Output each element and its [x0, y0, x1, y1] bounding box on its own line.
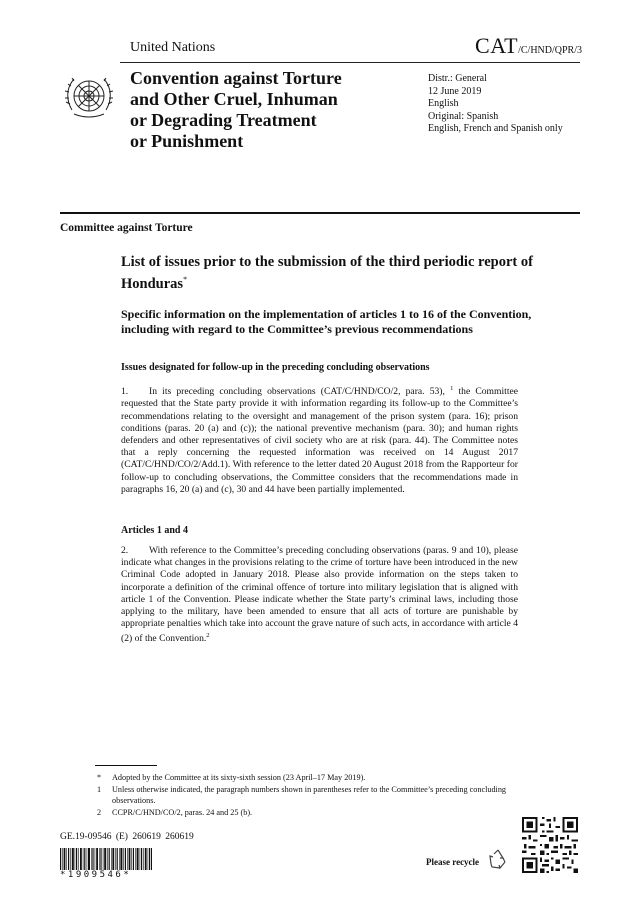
committee-name: Committee against Torture: [60, 222, 193, 234]
distr-date: 12 June 2019: [428, 85, 482, 97]
symbol-main: CAT: [475, 33, 519, 58]
distribution-info: [428, 73, 563, 136]
recycle-label: Please recycle: [426, 857, 480, 867]
footnote-mark: 2: [97, 808, 102, 817]
title-line: and Other Cruel, Inhuman: [130, 89, 338, 109]
footnote-item: [95, 784, 525, 806]
footnote-mark: *: [97, 773, 102, 782]
title-line: or Degrading Treatment: [130, 110, 317, 130]
un-emblem-icon: [62, 70, 116, 124]
paragraph-text: In its preceding concluding observations (CAT/C/HND/CO/2, para. 53),: [149, 386, 445, 398]
main-title-footnote-mark[interactable]: *: [183, 275, 188, 284]
footnote-mark: 1: [97, 785, 102, 794]
distr-line: Original: Spanish: [428, 110, 499, 122]
section-divider: [60, 212, 580, 214]
paragraph-number: 2.: [121, 545, 129, 556]
document-symbol: [430, 33, 582, 59]
footnote-text: Unless otherwise indicated, the paragraph numbers shown in parentheses refer to the Committee’s preceding concluding observations.: [112, 785, 507, 805]
title-line: Convention against Torture: [130, 68, 342, 88]
org-name: United Nations: [130, 40, 216, 55]
footnote-ref[interactable]: 2: [206, 632, 210, 640]
footnote-item: [95, 807, 525, 818]
document-number: GE.19-09546 (E) 260619 260619: [60, 832, 194, 842]
footnote-rule: [95, 765, 157, 766]
qr-code-icon: [522, 817, 578, 873]
distr-line: English, French and Spanish only: [428, 123, 563, 134]
footnote-text: Adopted by the Committee at its sixty-sixth session (23 April–17 May 2019).: [112, 773, 366, 782]
section-heading-articles: Articles 1 and 4: [121, 525, 188, 536]
paragraph-number: 1.: [121, 386, 129, 398]
barcode-number: *1909546*: [60, 870, 132, 880]
paragraph-2: [121, 545, 518, 646]
paragraph-text: the Committee requested that the State party provide it with information regarding its follow-up to the Committee’s recommendations relating to the oversight and management of the prison system (para. 16); prison conditions (paras. 20 (a) and (c)); the national preventive mechanism (para. 30); and human rights defenders and other representatives of civil society who are at risk (para. 44). The Committee notes that a reply concerning the requested information was received on 14 August 2017 (CAT/C/HND/CO/2/Add.1). With reference to the letter dated 20 August 2018 from the Rapporteur for follow-up to concluding observations, the Committee considers that the recommendations made in paragraphs 16, 20 (a) and (c), 30 and 44 have been partially implemented.: [121, 386, 518, 495]
recycle-icon: [487, 848, 509, 870]
section-heading-followup: Issues designated for follow-up in the preceding concluding observations: [121, 362, 430, 373]
footnotes: [95, 772, 525, 819]
barcode-icon: [60, 848, 152, 870]
footnote-text: CCPR/C/HND/CO/2, paras. 24 and 25 (b).: [112, 808, 253, 817]
subtitle: Specific information on the implementation of articles 1 to 16 of the Convention, including with regard to the Committee’s previous recommendations: [121, 307, 532, 336]
footnote-ref[interactable]: 1: [450, 385, 454, 392]
distr-line: Distr.: General: [428, 73, 487, 84]
main-title: [121, 254, 541, 293]
footnote-item: [95, 772, 525, 783]
convention-title: [130, 68, 390, 152]
header-rule: [120, 62, 580, 63]
distr-line: English: [428, 98, 459, 109]
symbol-sub: /C/HND/QPR/3: [518, 45, 582, 56]
title-line: or Punishment: [130, 131, 244, 151]
paragraph-1: [121, 383, 518, 496]
paragraph-text: With reference to the Committee’s preceding concluding observations (paras. 9 and 10), please indicate what changes in the provisions relating to the crime of torture have been introduced in the new Criminal Code adopted in January 2018. Please also provide information on the steps taken to incorporate a definition of the criminal offence of torture into military legislation that is aligned with article 1 of the Convention. Please indicate whether the State party’s criminal laws, including those applying to the military, have been amended to ensure that all acts of torture are punishable by appropriate penalties which take into account the grave nature of such acts, in accordance with article 4 (2) of the Convention.: [121, 545, 518, 645]
main-title-text: List of issues prior to the submission of the third periodic report of Honduras: [121, 254, 533, 292]
